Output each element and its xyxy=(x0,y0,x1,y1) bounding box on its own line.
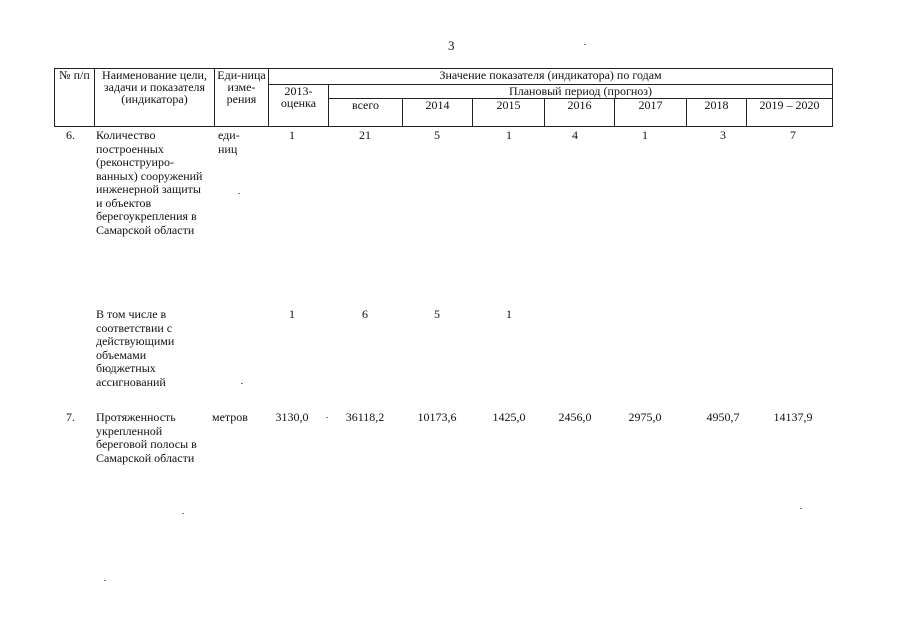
header-plan-2019-2020: 2019 – 2020 xyxy=(747,99,833,127)
row-value-2017: 2975,0 xyxy=(628,410,662,424)
row-value-2019-2020: 14137,9 xyxy=(773,410,813,424)
header-plan-total: всего xyxy=(329,99,403,127)
page-number: 3 xyxy=(448,38,455,53)
row-value-2013: 3130,0 xyxy=(275,410,309,424)
header-plan-2016: 2016 xyxy=(545,99,615,127)
row-value-2015: 1 xyxy=(506,128,512,142)
row-value-total: 36118,2 xyxy=(345,410,385,424)
row-value-2018: 4950,7 xyxy=(706,410,740,424)
row-value-2016: 2456,0 xyxy=(558,410,592,424)
row-value-2016: 4 xyxy=(572,128,578,142)
header-plan-2017: 2017 xyxy=(615,99,687,127)
header-plan-2015: 2015 xyxy=(473,99,545,127)
row-no: 7. xyxy=(66,410,75,424)
row-unit: еди-ниц xyxy=(218,128,240,156)
header-plan-2018: 2018 xyxy=(687,99,747,127)
row-name: В том числе в соответствии с действующими объемами бюджетных ассигнований xyxy=(96,307,175,389)
row-unit: метров xyxy=(212,410,248,424)
header-plan-2014: 2014 xyxy=(403,99,473,127)
row-value-2014: 5 xyxy=(434,128,440,142)
row-value-2013: 1 xyxy=(289,128,295,142)
row-value-2017: 1 xyxy=(642,128,648,142)
row-value-2013: 1 xyxy=(289,307,295,321)
row-value-total: 21 xyxy=(359,128,371,142)
row-value-2018: 3 xyxy=(720,128,726,142)
header-group-title: Значение показателя (индикатора) по годам xyxy=(269,69,833,85)
header-col-unit: Еди-ница изме-рения xyxy=(215,69,269,127)
row-value-2014: 5 xyxy=(434,307,440,321)
header-col-2013: 2013-оценка xyxy=(269,85,329,127)
row-value-2014: 10173,6 xyxy=(417,410,457,424)
header-col-no: № п/п xyxy=(55,69,95,127)
indicator-table-header xyxy=(54,68,833,127)
row-value-2015: 1425,0 xyxy=(492,410,526,424)
row-no: 6. xyxy=(66,128,75,142)
row-value-2015: 1 xyxy=(506,307,512,321)
row-value-2019-2020: 7 xyxy=(790,128,796,142)
row-name: Количество построенных (реконструиро-ванных) сооружений инженерной защиты и объектов берегоукрепления в Самарской области xyxy=(96,128,203,237)
header-col-name: Наименование цели, задачи и показателя (индикатора) xyxy=(95,69,215,127)
row-name: Протяженность укрепленной береговой полосы в Самарской области xyxy=(96,410,197,465)
header-plan-title: Плановый период (прогноз) xyxy=(329,85,833,99)
row-value-total: 6 xyxy=(362,307,368,321)
